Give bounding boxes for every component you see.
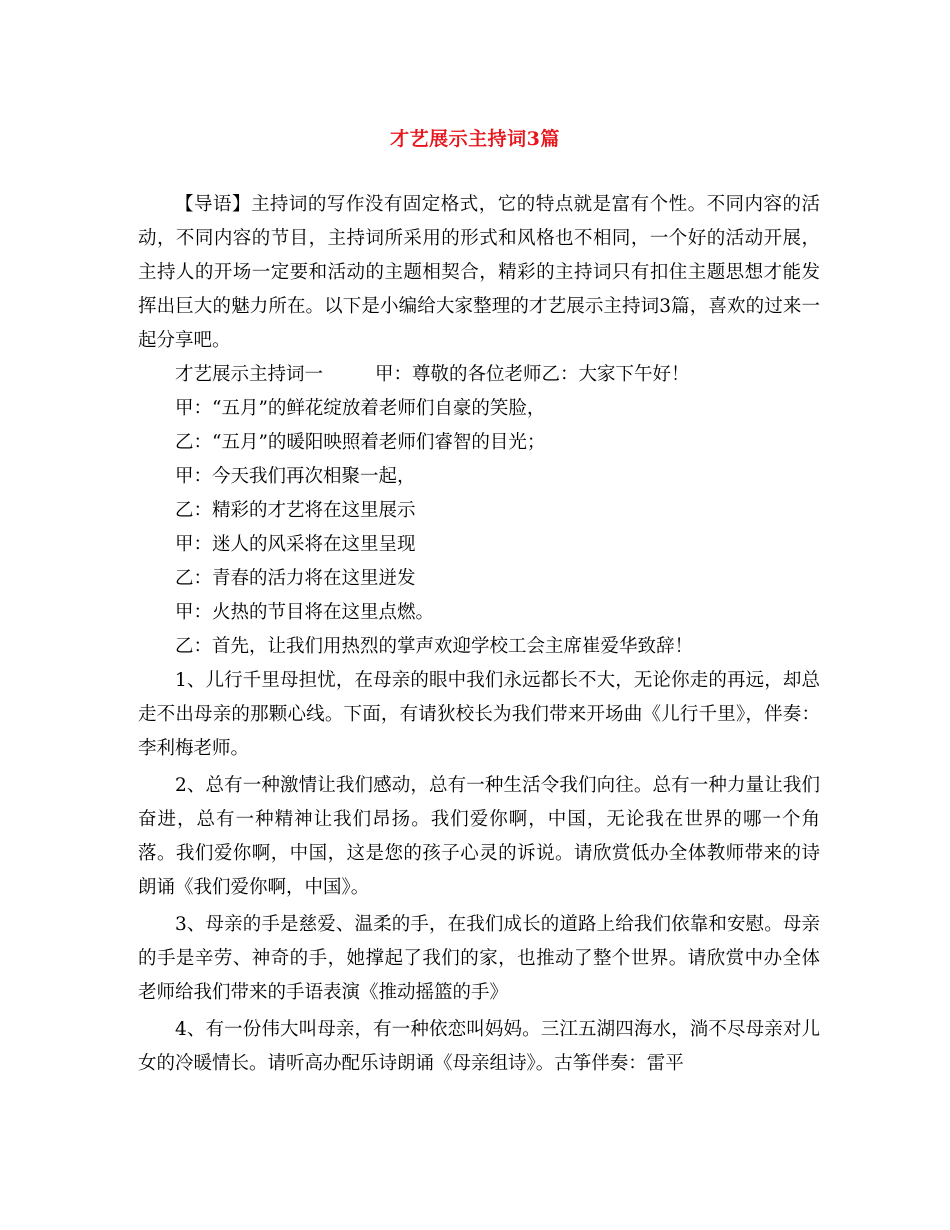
dialogue-line: 甲：迷人的风采将在这里呈现 (175, 534, 416, 555)
dialogue-line: 甲：火热的节目将在这里点燃。 (175, 602, 435, 623)
dialogue-line: 乙：精彩的才艺将在这里展示 (175, 500, 416, 521)
intro-paragraph: 【导语】主持词的写作没有固定格式，它的特点就是富有个性。不同内容的活动，不同内容的节目，主持词所采用的形式和风格也不相同，一个好的活动开展，主持人的开场一定要和活动的主题相契合，精彩的主持词只有扣住主题思想才能发挥出巨大的魅力所在。以下是小编给大家整理的才艺展示主持词3篇，喜欢的过来一起分享吧。 (138, 194, 820, 351)
dialogue-line: 乙：“五月”的暖阳映照着老师们睿智的目光； (175, 432, 546, 453)
program-item: 4、有一份伟大叫母亲，有一种依恋叫妈妈。三江五湖四海水，淌不尽母亲对儿女的冷暖情长。请听高办配乐诗朗诵《母亲组诗》。古筝伴奏：雷平 (138, 1019, 820, 1074)
dialogue-line: 乙：青春的活力将在这里迸发 (175, 568, 416, 589)
opening-greeting: 甲：尊敬的各位老师乙：大家下午好！ (375, 364, 690, 385)
document-title: 才艺展示主持词3篇 (390, 128, 560, 150)
dialogue-line: 乙：首先，让我们用热烈的掌声欢迎学校工会主席崔爱华致辞！ (175, 636, 694, 657)
program-item: 3、母亲的手是慈爱、温柔的手，在我们成长的道路上给我们依靠和安慰。母亲的手是辛劳、神奇的手，她撑起了我们的家，也推动了整个世界。请欣赏中办全体老师给我们带来的手语表演《推动摇篮的手》 (138, 914, 820, 1003)
dialogue-line: 甲：今天我们再次相聚一起， (175, 466, 416, 487)
section-opening-line (138, 358, 820, 392)
program-item: 2、总有一种激情让我们感动，总有一种生活令我们向往。总有一种力量让我们奋进，总有一种精神让我们昂扬。我们爱你啊，中国，无论我在世界的哪一个角落。我们爱你啊，中国，这是您的孩子心灵的诉说。请欣赏低办全体教师带来的诗朗诵《我们爱你啊，中国》。 (138, 775, 820, 898)
dialogue-line: 甲：“五月”的鲜花绽放着老师们自豪的笑脸， (175, 398, 546, 419)
document-body (138, 188, 820, 1081)
section-heading: 才艺展示主持词一 (175, 364, 324, 385)
program-item: 1、儿行千里母担忧，在母亲的眼中我们永远都长不大，无论你走的再远，却总走不出母亲的那颗心线。下面，有请狄校长为我们带来开场曲《儿行千里》，伴奏：李利梅老师。 (138, 670, 820, 759)
